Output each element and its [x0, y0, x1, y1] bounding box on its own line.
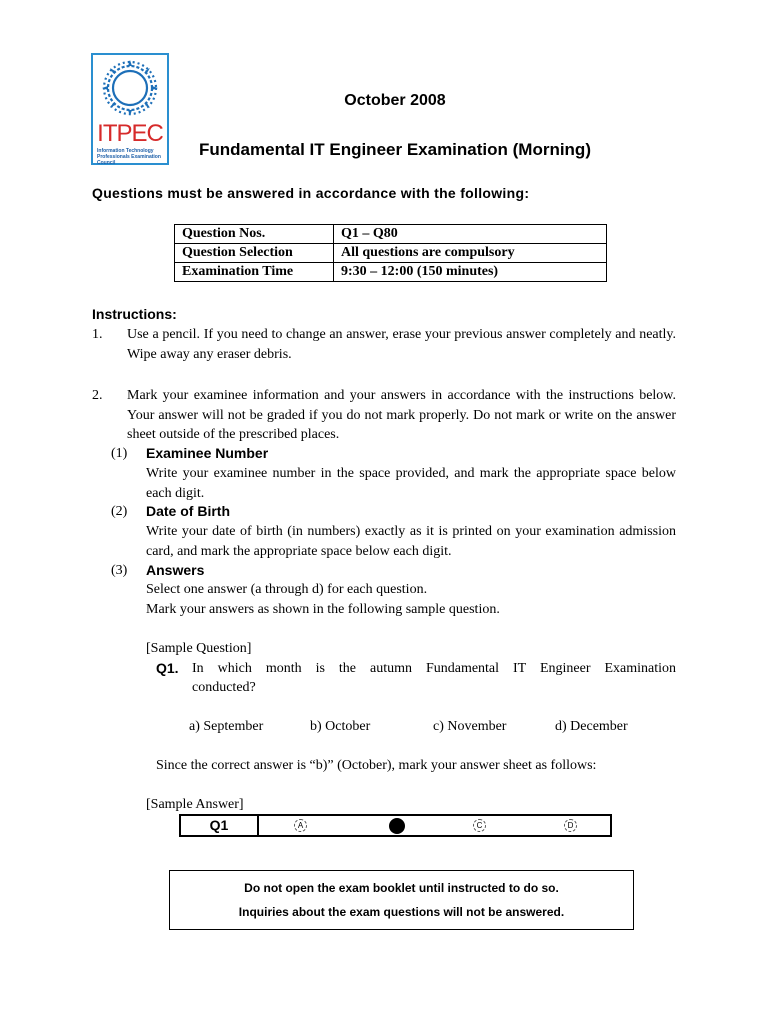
instructions-heading: Instructions: [92, 306, 177, 322]
sample-question-label: [Sample Question] [146, 641, 252, 656]
sample-question-number: Q1. [156, 660, 179, 676]
notice-box [169, 870, 634, 930]
subitem-number: (3) [111, 563, 128, 578]
logo-subtitle-line2: Professionals Examination Council [97, 154, 161, 166]
option-a: a) September [189, 719, 264, 734]
subitem-text: Write your date of birth (in numbers) exactly as it is printed on your examination admission card, and mark the appropriate space below each digit. [146, 524, 676, 559]
row-value: Q1 – Q80 [334, 225, 607, 244]
subitem-heading-answers: Answers [146, 562, 205, 578]
table-row [175, 225, 607, 244]
row-value: 9:30 – 12:00 (150 minutes) [334, 263, 607, 282]
lead-text: Questions must be answered in accordance with the following: [92, 185, 530, 201]
option-d: d) December [555, 719, 628, 734]
page-title: Fundamental IT Engineer Examination (Morning) [199, 140, 591, 159]
sample-answer-row [179, 814, 612, 837]
subitem-heading-examinee-number: Examinee Number [146, 445, 269, 461]
option-b: b) October [310, 719, 371, 734]
instruction-item-1: Use a pencil. If you need to change an answer, erase your previous answer completely and neatly. Wipe away any eraser debris. [127, 327, 676, 362]
logo-subtitle-line1: Information Technology [97, 148, 154, 154]
subitem-heading-date-of-birth: Date of Birth [146, 503, 230, 519]
subitem-number: (1) [111, 446, 128, 461]
option-c: c) November [433, 719, 507, 734]
sample-question-text-cont: conducted? [192, 680, 256, 695]
item-number: 1. [92, 327, 103, 342]
row-label: Question Nos. [175, 225, 334, 244]
exam-info-table [174, 224, 607, 282]
subitem-text: Select one answer (a through d) for each question. [146, 582, 428, 597]
answer-question-number: Q1 [181, 816, 259, 835]
instruction-item-2: Mark your examinee information and your answers in accordance with the instructions below. Your answer will not be graded if you do not mark properly. Do not mark or write on the answer sheet outside of the prescribed places. [127, 388, 676, 442]
row-label: Question Selection [175, 244, 334, 263]
sample-question-text: In which month is the autumn Fundamental IT Engineer Examination [192, 661, 676, 676]
item-number: 2. [92, 388, 103, 403]
bubble-d: D [564, 819, 577, 832]
subitem-number: (2) [111, 504, 128, 519]
sample-answer-label: [Sample Answer] [146, 797, 244, 812]
bubble-c: C [473, 819, 486, 832]
answer-bubbles [259, 816, 610, 835]
notice-line-1: Do not open the exam booklet until instructed to do so. [244, 881, 559, 895]
sample-explanation: Since the correct answer is “b)” (October), mark your answer sheet as follows: [156, 758, 597, 773]
notice-line-2: Inquiries about the exam questions will not be answered. [238, 905, 565, 919]
bubble-b-filled [389, 818, 405, 834]
row-value: All questions are compulsory [334, 244, 607, 263]
bubble-a: A [294, 819, 307, 832]
exam-date: October 2008 [344, 92, 446, 109]
table-row [175, 244, 607, 263]
logo-wordmark: ITPEC [97, 120, 163, 147]
subitem-text: Mark your answers as shown in the following sample question. [146, 602, 500, 617]
table-row [175, 263, 607, 282]
subitem-text: Write your examinee number in the space provided, and mark the appropriate space below each digit. [146, 466, 676, 501]
row-label: Examination Time [175, 263, 334, 282]
